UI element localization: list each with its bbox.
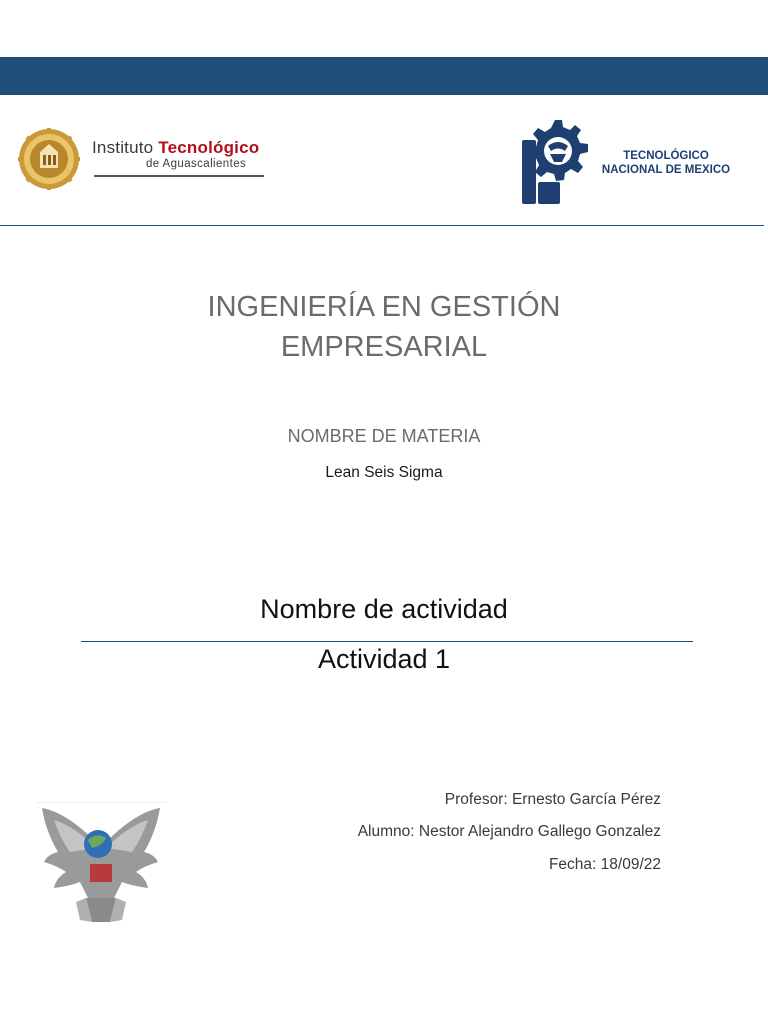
ita-logo-line1: Instituto Tecnológico bbox=[92, 138, 260, 157]
ita-logo bbox=[18, 128, 278, 190]
student-line: Alumno: Nestor Alejandro Gallego Gonzalez bbox=[357, 823, 661, 840]
degree-title bbox=[0, 287, 768, 367]
professor-line: Profesor: Ernesto García Pérez bbox=[444, 791, 661, 808]
activity-value: Actividad 1 bbox=[317, 644, 451, 674]
header-divider bbox=[0, 225, 764, 226]
ita-logo-line2: de Aguascalientes bbox=[146, 158, 247, 170]
tnm-line1: TECNOLÓGICO bbox=[623, 150, 709, 162]
header-band bbox=[0, 57, 768, 95]
tnm-logo bbox=[518, 116, 738, 208]
degree-title-line2: EMPRESARIAL bbox=[280, 331, 488, 363]
degree-title-line1: INGENIERÍA EN GESTIÓN bbox=[207, 291, 561, 323]
date-line: Fecha: 18/09/22 bbox=[548, 856, 661, 873]
ita-seal-icon bbox=[18, 128, 80, 190]
tnm-gear-eagle-icon bbox=[518, 116, 592, 208]
activity-divider bbox=[81, 641, 693, 642]
eagle-emblem-icon bbox=[36, 802, 166, 932]
subject-label: NOMBRE DE MATERIA bbox=[287, 426, 481, 446]
tnm-line2: NACIONAL DE MEXICO bbox=[601, 164, 731, 176]
tnm-logo-text bbox=[598, 149, 734, 177]
subject-value: Lean Seis Sigma bbox=[325, 464, 443, 481]
activity-label: Nombre de actividad bbox=[260, 594, 508, 624]
ita-logo-underline bbox=[94, 175, 264, 177]
